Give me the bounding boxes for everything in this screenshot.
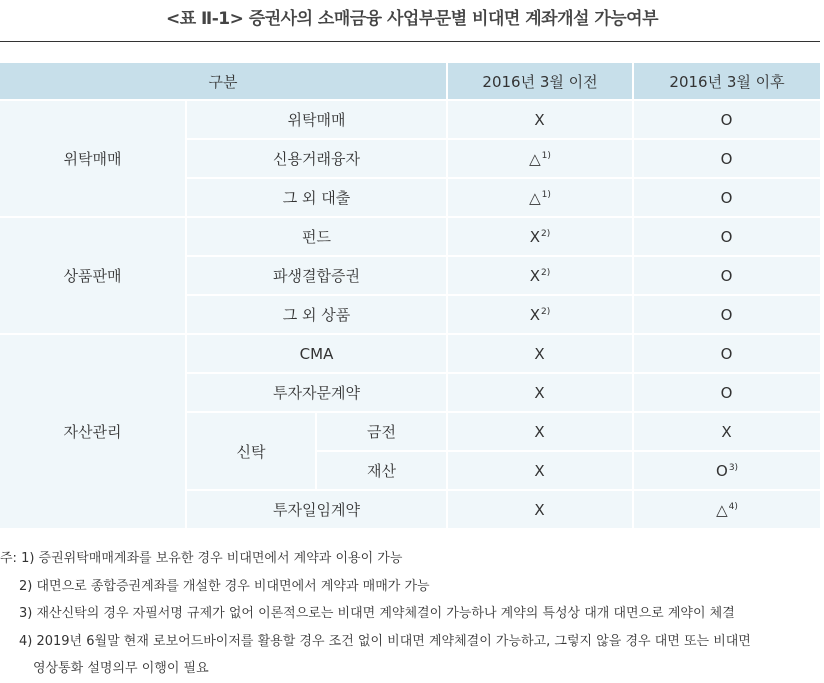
table-row (0, 334, 820, 373)
item-label: 투자자문계약 (186, 373, 447, 412)
after-cell: O (633, 139, 820, 178)
before-cell: △$^{1)}$ (447, 178, 633, 217)
item-label: 위탁매매 (186, 100, 447, 139)
item-label: 신용거래융자 (186, 139, 447, 178)
item-label: CMA (186, 334, 447, 373)
after-cell: △$^{4)}$ (633, 490, 820, 529)
account-opening-table (0, 63, 820, 530)
subgroup-label: 신탁 (186, 412, 316, 490)
item-label: 투자일임계약 (186, 490, 447, 529)
after-cell: O (633, 178, 820, 217)
footnotes (0, 545, 824, 683)
header-category: 구분 (0, 63, 447, 100)
title-divider (0, 41, 820, 42)
header-before: 2016년 3월 이전 (447, 63, 633, 100)
table-row (0, 217, 820, 256)
after-cell: O (633, 217, 820, 256)
group-label: 위탁매매 (0, 100, 186, 217)
table-header-row (0, 63, 820, 100)
table-row (0, 100, 820, 139)
before-cell: X (447, 412, 633, 451)
before-cell: $X^{2)}$ (447, 217, 633, 256)
header-after: 2016년 3월 이후 (633, 63, 820, 100)
item-label: 펀드 (186, 217, 447, 256)
group-label: 상품판매 (0, 217, 186, 334)
item-label: 재산 (316, 451, 447, 490)
item-label: 그 외 대출 (186, 178, 447, 217)
before-cell: X (447, 334, 633, 373)
item-label: 그 외 상품 (186, 295, 447, 334)
table-title: <표 Ⅱ-1> 증권사의 소매금융 사업부문별 비대면 계좌개설 가능여부 (165, 9, 659, 29)
footnote-1: 주: 1) 증권위탁매매계좌를 보유한 경우 비대면에서 계약과 이용이 가능 (0, 551, 403, 566)
after-cell: O (633, 334, 820, 373)
after-cell: O (633, 373, 820, 412)
before-cell: △$^{1)}$ (447, 139, 633, 178)
footnote-4-continued: 영상통화 설명의무 이행이 필요 (33, 661, 209, 676)
footnote-2: 2) 대면으로 종합증권계좌를 개설한 경우 비대면에서 계약과 매매가 가능 (19, 578, 430, 594)
before-cell: $X^{2)}$ (447, 295, 633, 334)
after-cell: X (633, 412, 820, 451)
after-cell: $O^{3)}$ (633, 451, 820, 490)
footnote-3: 3) 재산신탁의 경우 자필서명 규제가 없어 이론적으로는 비대면 계약체결이 가능하나 계약의 특성상 대개 대면으로 계약이 체결 (19, 606, 735, 621)
group-label: 자산관리 (0, 334, 186, 529)
after-cell: O (633, 256, 820, 295)
item-label: 금전 (316, 412, 447, 451)
before-cell: X (447, 490, 633, 529)
before-cell: X (447, 100, 633, 139)
footnote-4: 4) 2019년 6월말 현재 로보어드바이저를 활용할 경우 조건 없이 비대면 계약체결이 가능하고, 그렇지 않을 경우 대면 또는 비대면 (19, 633, 751, 649)
before-cell: X (447, 451, 633, 490)
before-cell: X (447, 373, 633, 412)
after-cell: O (633, 100, 820, 139)
before-cell: $X^{2)}$ (447, 256, 633, 295)
after-cell: O (633, 295, 820, 334)
item-label: 파생결합증권 (186, 256, 447, 295)
